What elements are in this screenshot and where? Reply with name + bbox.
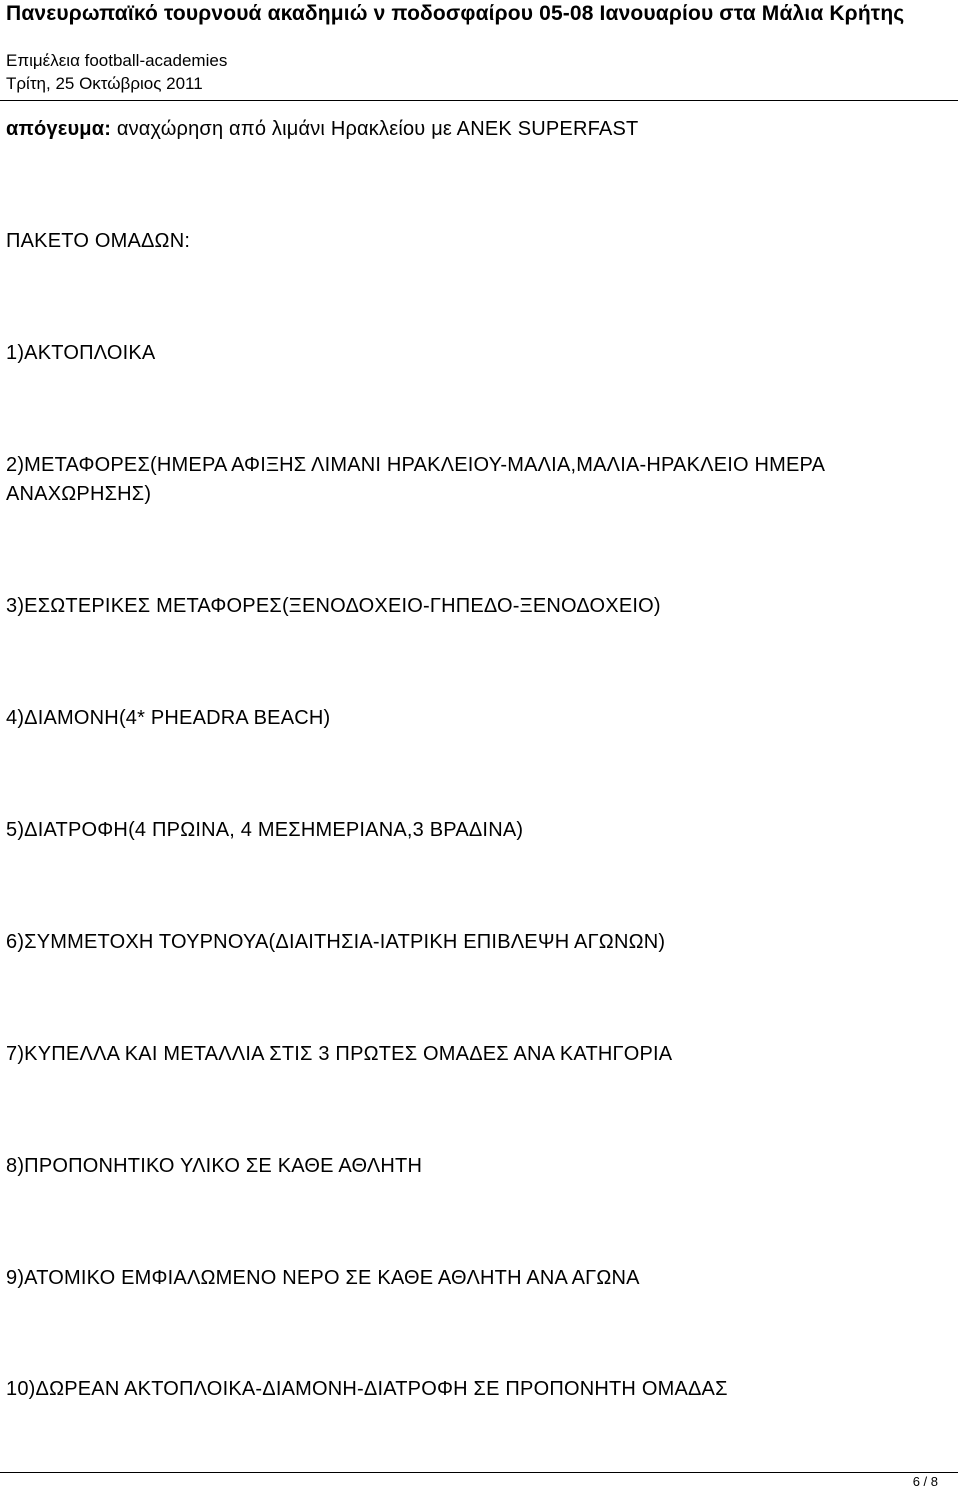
intro-paragraph [6,118,638,141]
intro-text: αναχώρηση από λιμάνι Ηρακλείου με ΑΝΕΚ SUPERFAST [111,118,639,140]
intro-bold-label: απόγευμα: [6,118,112,140]
page-number: 6 / 8 [912,1474,938,1489]
package-item-8: 8)ΠΡΟΠΟΝΗΤΙΚΟ ΥΛΙΚΟ ΣΕ ΚΑΘΕ ΑΘΛΗΤΗ [6,1155,423,1177]
footer-divider [0,1472,958,1473]
date-line: Τρίτη, 25 Οκτώβριος 2011 [6,74,203,93]
package-item-9: 9)ΑΤΟΜΙΚΟ ΕΜΦΙΑΛΩΜΕΝΟ ΝΕΡΟ ΣΕ ΚΑΘΕ ΑΘΛΗΤΗ ΑΝΑ ΑΓΩΝΑ [6,1267,640,1289]
package-item-6: 6)ΣΥΜΜΕΤΟΧΗ ΤΟΥΡΝΟΥΑ(ΔΙΑΙΤΗΣΙΑ-ΙΑΤΡΙΚΗ ΕΠΙΒΛΕΨΗ ΑΓΩΝΩΝ) [6,931,666,953]
package-item-4: 4)ΔΙΑΜΟΝΗ(4* PHEADRA BEACH) [6,707,331,729]
package-item-7: 7)ΚΥΠΕΛΛΑ ΚΑΙ ΜΕΤΑΛΛΙΑ ΣΤΙΣ 3 ΠΡΩΤΕΣ ΟΜΑΔΕΣ ΑΝΑ ΚΑΤΗΓΟΡΙΑ [6,1043,673,1065]
package-item-3: 3)ΕΣΩΤΕΡΙΚΕΣ ΜΕΤΑΦΟΡΕΣ(ΞΕΝΟΔΟΧΕΙΟ-ΓΗΠΕΔΟ-ΞΕΝΟΔΟΧΕΙΟ) [6,595,661,617]
package-item-2: 2)ΜΕΤΑΦΟΡΕΣ(ΗΜΕΡΑ ΑΦΙΞΗΣ ΛΙΜΑΝΙ ΗΡΑΚΛΕΙΟΥ-ΜΑΛΙΑ,ΜΑΛΙΑ-ΗΡΑΚΛΕΙΟ ΗΜΕΡΑ [6,454,826,476]
author-line: Επιμέλεια football-academies [6,51,228,70]
package-heading: ΠΑΚΕΤΟ ΟΜΑΔΩΝ: [6,230,191,252]
package-item-10: 10)ΔΩΡΕΑΝ ΑΚΤΟΠΛΟΙΚΑ-ΔΙΑΜΟΝΗ-ΔΙΑΤΡΟΦΗ ΣΕ ΠΡΟΠΟΝΗΤΗ ΟΜΑΔΑΣ [6,1378,728,1400]
package-item-5: 5)ΔΙΑΤΡΟΦΗ(4 ΠΡΩΙΝΑ, 4 ΜΕΣΗΜΕΡΙΑΝΑ,3 ΒΡΑΔΙΝΑ) [6,819,524,841]
package-item-2-continued: ΑΝΑΧΩΡΗΣΗΣ) [6,483,152,505]
page-title: Πανευρωπαϊκό τουρνουά ακαδημιώ ν ποδοσφαίρου 05-08 Ιανουαρίου στα Μάλια Κρήτης [6,2,905,25]
package-item-1: 1)ΑΚΤΟΠΛΟΙΚΑ [6,342,156,364]
header-divider [0,100,958,101]
